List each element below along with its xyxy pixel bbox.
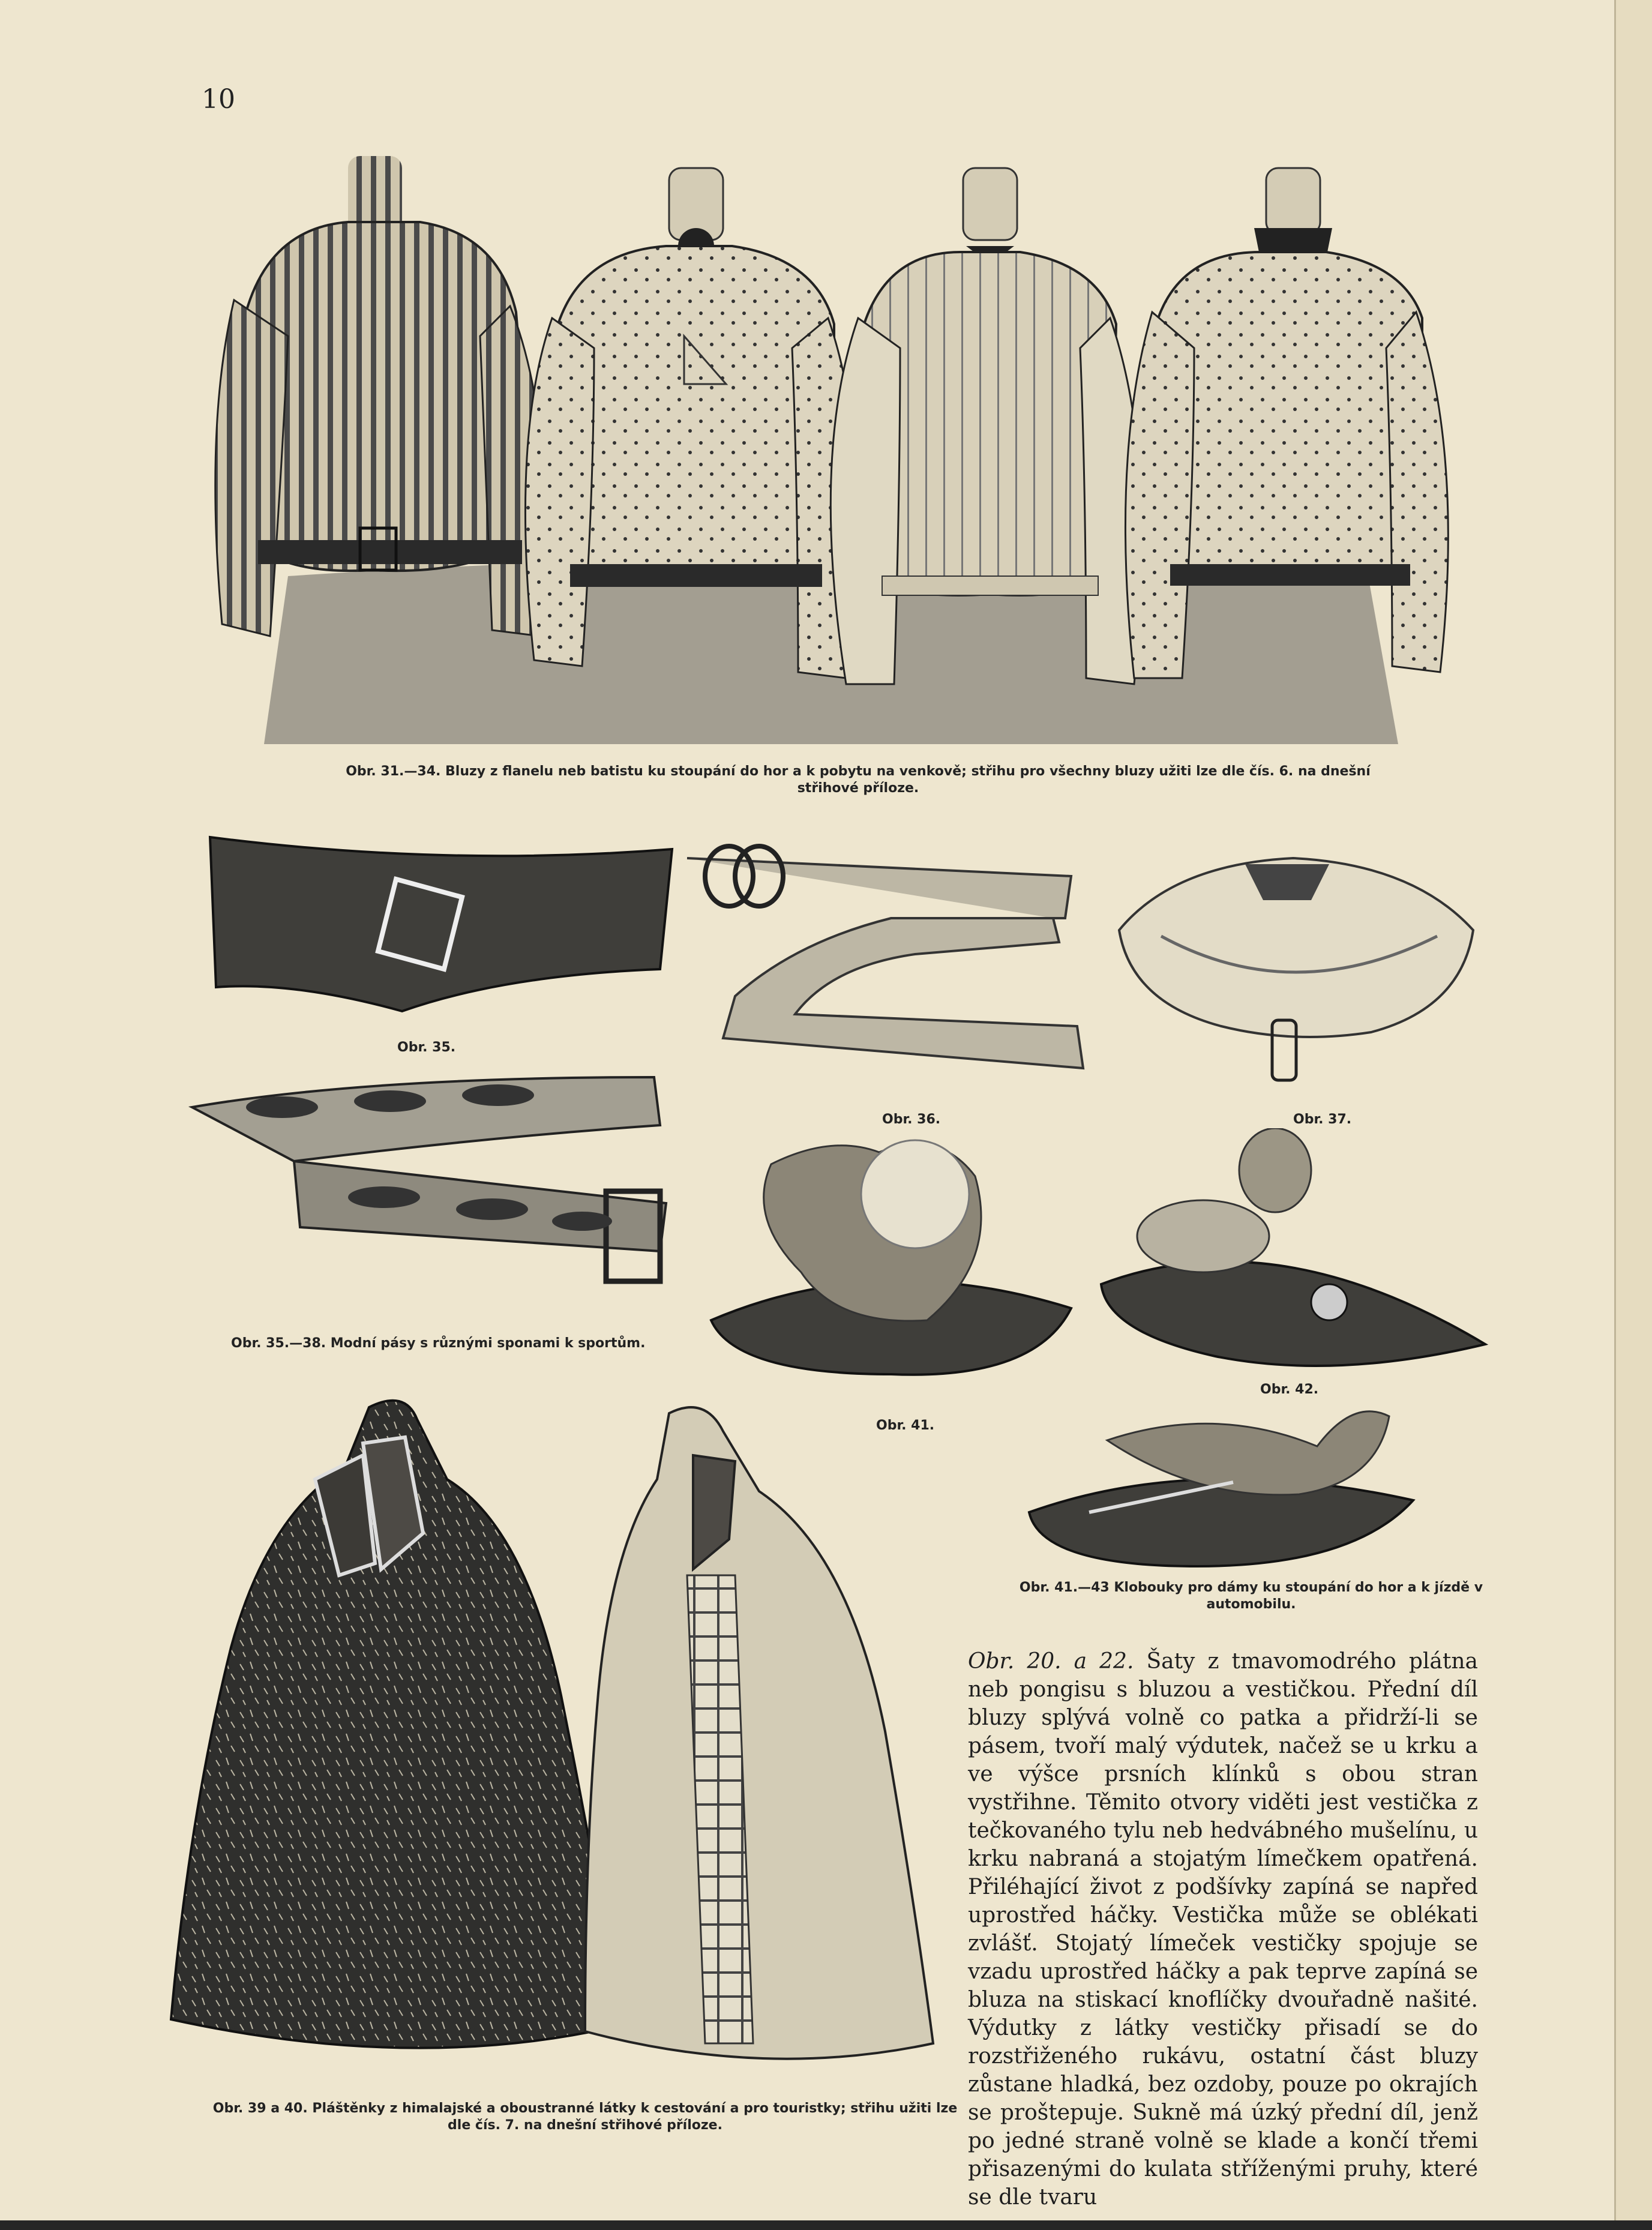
capes-caption: Obr. 39 a 40. Pláštěnky z himalajské a oboustranné látky k cestování a pro touristky; střihu užiti lze dle čís. 7. na dnešní střihové příloze. <box>212 2101 958 2133</box>
belts-caption: Obr. 35.—38. Modní pásy s různými sponami k sportům. <box>231 1336 646 1351</box>
label-obr41: Obr. 41. <box>876 1418 935 1433</box>
dark-cape <box>171 1401 621 2048</box>
hats-caption: Obr. 41.—43 Klobouky pro dámy ku stoupání do hor a k jízdě v automobilu. <box>1019 1580 1483 1612</box>
blouses-caption: Obr. 31.—34. Bluzy z flanelu neb batistu ku stoupání do hor a k pobytu na venkově; střihu pro všechny bluzy užiti lze dle čís. 6. na dnešní střihové příloze. <box>346 764 1371 796</box>
article-body <box>968 1647 1478 2211</box>
light-cape <box>585 1407 933 2059</box>
hat-obr43 <box>1017 1392 1425 1572</box>
hat-obr41 <box>699 1128 1083 1392</box>
article-text: Šaty z tmavomodrého plátna neb pongisu s bluzou a vestičkou. Přední díl bluzy splývá volně co patka a přidrží-li se pásem, tvoří malý výdutek, načež se u krku a ve výšce prsních klínků s obou stran vystřihne. Těmito otvory viděti jest vestička z tečkovaného tylu neb hedvábného mušelínu, u krku nabraná a stojatým límečkem opatřená. Přiléhající život z podšívky zapíná se napřed uprostřed háčky. Vestička může se oblékati zvlášť. Stojatý límeček vestičky spojuje se vzadu uprostřed háčky a pak teprve zapíná se bluza na stiskací knoflíčky dvouřadně našité. Výdutky z látky vestičky přisadí se do rozstřiženého rukávu, ostatní část bluzy zůstane hladká, bez ozdoby, pouze po okrajích se proštepuje. Sukně má úzký přední díl, jenž po jedné straně volně se klade a končí třemi přisazenými do kulata stříženými pruhy, které se dle tvaru <box>968 1649 1478 2210</box>
blouses-illustration <box>198 156 1476 744</box>
capes-illustration <box>165 1395 945 2097</box>
article-lead: Obr. 20. a 22. <box>968 1649 1134 1674</box>
label-obr35: Obr. 35. <box>397 1040 456 1055</box>
label-obr42: Obr. 42. <box>1260 1382 1319 1397</box>
belt-obr36 <box>675 834 1095 1086</box>
belt-obr38 <box>186 1071 678 1311</box>
next-page-edge <box>1614 0 1652 2230</box>
scan-border <box>0 2220 1652 2230</box>
hat-obr42 <box>1095 1128 1491 1380</box>
label-obr37: Obr. 37. <box>1293 1112 1352 1127</box>
label-obr36: Obr. 36. <box>882 1112 941 1127</box>
striped-blouse <box>215 156 545 636</box>
collar-obr37 <box>1113 852 1485 1092</box>
page-number: 10 <box>202 84 235 115</box>
belt-obr35 <box>204 831 678 1029</box>
